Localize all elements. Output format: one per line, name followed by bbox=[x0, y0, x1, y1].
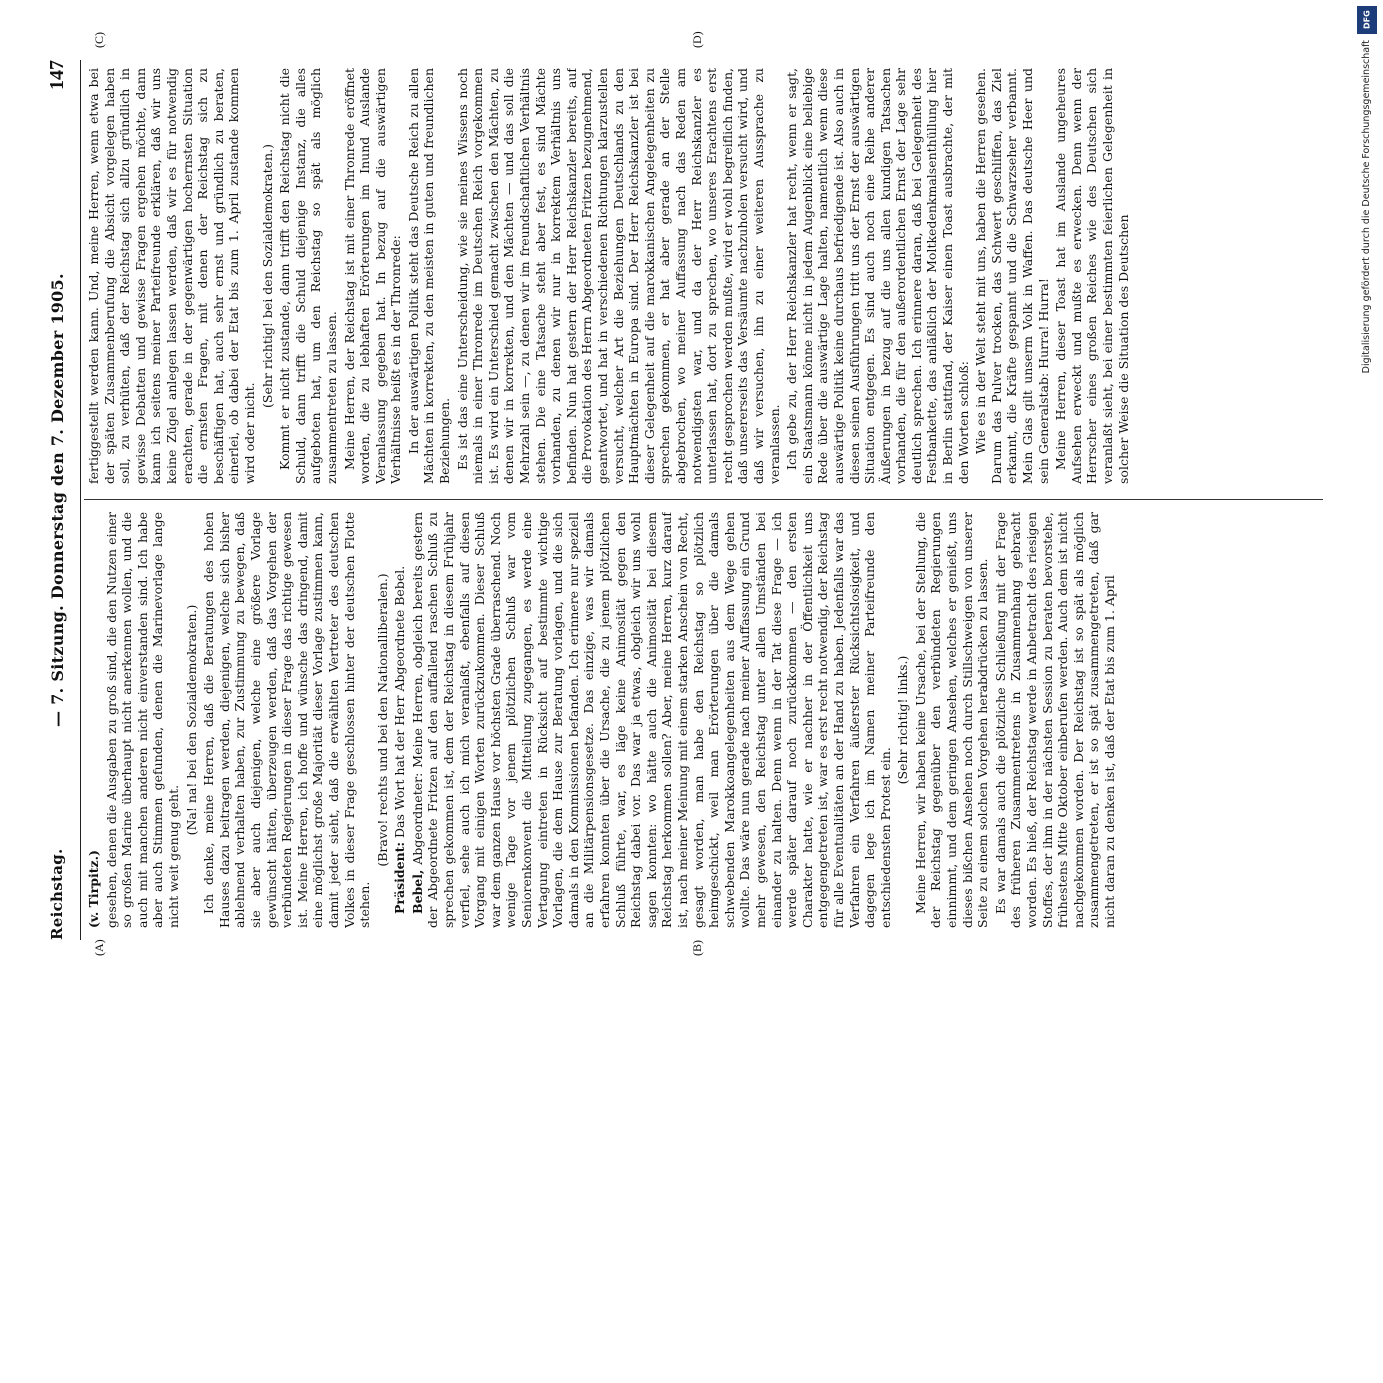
margin-mark-c: (C) bbox=[92, 32, 106, 48]
margin-mark-d: (D) bbox=[690, 31, 704, 48]
speech-text: Abgeordneter: Meine Herren, obgleich bereits gestern der Abgeordnete Fritzen auf den auffallend raschen Schluß zu sprechen gekommen ist, dem der Reichstag in diesem Frühjahr verfiel, sehe auch ich mich veranlaßt, ebenfalls auf diesen Vorgang mit einigen Worten zurückzukommen. Dieser Schluß war dem ganzen Hause vor höchsten Grade überraschend. Noch wenige Tage vor jenem plötzlichen Schluß war vom Seniorenkonvent die Mitteilung zugegangen, es werde eine Vertagung eintreten in Rücksicht auf bestimmte wichtige Vorlagen, die dem Hause zur Beratung vorlagen, und die sich damals in den Kommissionen befanden. Ich erinnere nur speziell an die Militärpensionsgesetze. Das einzige, was wir damals erfahren konnten über die Ursache, die zu jenem plötzlichen Schluß führte, war, es läge keine Animosität gegen den Reichstag dabei vor. Das war ja etwas, obgleich wir uns wohl sagen konnten: wo hätte auch die Animosität bei diesem Reichstag herkommen sollen? Aber, meine Herren, kurz darauf ist, nach meiner Meinung mit einem starken Anschein von Recht, gesagt worden, man habe den Reichstag so plötzlich heimgeschickt, weil man Erörterungen über die damals schwebenden Marokkoangelegenheiten aus dem Wege gehen wollte. Das wäre nun gerade nach meiner Auffassung ein Grund mehr gewesen, den Reichstag unter allen Umständen bei einander zu halten. Denn wenn in der Tat diese Frage — ich werde später darauf noch zurückkommen — den ersten Charakter hatte, wie er nachher in der Öffentlichkeit uns entgegengetreten ist, war es erst recht notwendig, der Reichstag für alle Eventualitäten an der Hand zu haben. Jedenfalls war das Verfahren ein Verfahren äußerster Rücksichtslosigkeit, und dagegen lege ich im Namen meiner Parteifreunde den entschiedensten Protest ein. bbox=[409, 512, 893, 928]
header-center: — 7. Sitzung. Donnerstag den 7. Dezember 1905. bbox=[48, 273, 67, 727]
paragraph: Es ist das eine Unterscheidung, wie sie meines Wissens noch niemals in einer Thronrede im Deutschen Reich vorgekommen ist. Es wird ein Unterschied gemacht zwischen den Mächten, zu denen wir in korrekten, und den Mächten — und das soll die Mehrzahl sein —, zu denen wir im freundschaftlichen Verhältnis stehen. Die eine Tatsache steht aber fest, es sind Mächte vorhanden, zu denen wir nur in korrektem Verhältnis uns befinden. Nun hat gestern der Herr Reichskanzler bereits, auf die Provokation des Herrn Abgeordneten Fritzen bezugnehmend, geantwortet, und hat in verschiedenen Richtungen klarzustellen versucht, welcher Art die Beziehungen Deutschlands zu den Hauptmächten in Europa sind. Der Herr Reichskanzler ist bei dieser Gelegenheit auf die marokkanischen Angelegenheiten zu sprechen gekommen, er hat aber gerade an der Stelle abgebrochen, wo meiner Auffassung nach das Reden am notwendigsten war, und da der Herr Reichskanzler es unterlassen hat, dort zu sprechen, wo unseres Erachtens erst recht gesprochen werden mußte, wird er wohl begreiflich finden, daß unsererseits das Versäumte nachzuholen versucht wird, und daß wir versuchen, ihn zu einer weiteren Aussprache zu veranlassen. bbox=[454, 68, 782, 484]
paragraph: Ich gebe zu, der Herr Reichskanzler hat recht, wenn er sagt, ein Staatsmann könne nicht in jedem Augenblick eine beliebige Rede über die auswärtige Lage halten, namentlich wenn diese auswärtige Politik keine durchaus befriedigende ist. Also auch in diesen seinen Ausführungen tritt uns der Ernst der auswärtigen Situation entgegen. Es sind auch noch eine Reihe anderer Äußerungen in bezug auf die uns allen kundigen Tatsachen vorhanden, die für den außerordentlichen Ernst der Lage sehr deutlich sprechen. Ich erinnere daran, daß bei Gelegenheit des Festbankette, das anläßlich der Moltkedenkmalsenthüllung hier in Berlin stattfand, der Kaiser einen Toast ausbrachte, der mit den Worten schloß: bbox=[784, 68, 971, 484]
digitization-banner bbox=[1355, 0, 1383, 1000]
page-header bbox=[48, 60, 76, 940]
margin-mark-b: (B) bbox=[690, 940, 704, 956]
dfg-logo: DFG bbox=[1357, 6, 1377, 34]
paragraph: Meine Herren, wir haben keine Ursache, bei der Stellung, die der Reichstag gegenüber den verbündeten Regierungen einnimmt, und dem geringen Ansehen, welches er genießt, uns dieses bißchen Ansehen noch durch Stillschweigen von unserer Seite zu einem solchen Vorgehen herabdrücken zu lassen. bbox=[912, 512, 991, 928]
right-column bbox=[86, 68, 1336, 484]
paragraph bbox=[410, 512, 893, 928]
speech-text: Das Wort hat der Herr Abgeordnete Bebel. bbox=[392, 565, 408, 838]
interjection: (Na! na! bei den Sozialdemokraten.) bbox=[183, 604, 199, 836]
paragraph: Meine Herren, der Reichstag ist mit einer Thronrede eröffnet worden, die zu lebhaften Erörterungen im Inund Auslande Veranlassung gegeben hat. In bezug auf die auswärtigen Verhältnisse heißt es in der Thronrede: bbox=[341, 68, 404, 484]
quotation: Wie es in der Welt steht mit uns, haben die Herren gesehen. Darum das Pulver trocken, das Schwert geschliffen, das Ziel erkannt, die Kräfte gespannt und die Schwarzseher verbannt. Mein Glas gilt unserm Volk in Waffen. Das deutsche Heer und sein Generalstab: Hurra! Hurra! bbox=[973, 68, 1051, 484]
speaker-tag: (v. Tirpitz.) bbox=[86, 850, 101, 928]
paragraph: Es war damals auch die plötzliche Schließung mit der Frage des früheren Zusammentretens in Zusammenhang gebracht worden. Es hieß, der Reichstag werde in Anbetracht des riesigen Stoffes, der ihm in der nächsten Session zu beraten bevorstehe, frühestens Mitte Oktober einberufen werden. Auch dem ist nicht nachgekommen worden. Der Reichstag ist so spät als möglich zusammengetreten, er ist so spät zusammengetreten, daß gar nicht daran zu denken ist, daß der Etat bis zum 1. April bbox=[992, 512, 1117, 928]
paragraph: fertiggestellt werden kann. Und, meine Herren, wenn etwa bei der späten Zusammenberufung die Absicht vorgelegen haben soll, zu verhüten, daß der Reichstag sich allzu gründlich in gewisse Debatten und gewisse Fragen ergehen möchte, dann kann ich seitens meiner Parteifreunde erklären, daß wir uns keine Zügel anlegen lassen werden, daß wir es für notwendig erachten, gerade in der gegenwärtigen hochernsten Situation die ernsten Fragen, mit denen der Reichstag sich zu beschäftigen hat, auch sehr ernst und gründlich zu beraten, einerlei, ob dabei der Etat bis zum 1. April zustande kommen wird oder nicht. bbox=[86, 68, 257, 484]
quotation: In der auswärtigen Politik steht das Deutsche Reich zu allen Mächten in korrekten, zu den meisten in guten und freundlichen Beziehungen. bbox=[405, 68, 453, 484]
left-column bbox=[86, 512, 1336, 928]
interjection: (Bravo! rechts und bei den Nationalliberalen.) bbox=[374, 573, 390, 867]
paragraph bbox=[392, 512, 408, 928]
speaker-label: Bebel, bbox=[409, 869, 425, 914]
paragraph: Meine Herren, dieser Toast hat im Auslande ungeheures Aufsehen erweckt und mußte es erwecken. Denn wenn der Herrscher eines großen Reiches wie des Deutschen sich veranlaßt sieht, bei einer bestimmten feierlichen Gelegenheit in solcher Weise die Situation des Deutschen bbox=[1053, 68, 1131, 484]
page-number: 147 bbox=[46, 60, 68, 90]
column-separator bbox=[84, 499, 1323, 500]
paragraph: gesehen, denen die Ausgaben zu groß sind, die den Nutzen einer so großen Marine überhaupt nicht anerkennen wollen, und die auch mit manchen anderen nicht einverstanden sind. Ich habe aber auch Stimmen gefunden, denen die Marinevorlage lange nicht weit genug geht. bbox=[103, 512, 181, 928]
header-rule bbox=[80, 60, 81, 940]
paragraph: Kommt er nicht zustande, dann trifft den Reichstag nicht die Schuld, dann trifft die Schuld diejenige Instanz, die alles aufgeboten hat, um den Reichstag so spät als möglich zusammentreten zu lassen. bbox=[277, 68, 339, 484]
paragraph: Ich denke, meine Herren, daß die Beratungen des hohen Hauses dazu beitragen werden, diejenigen, welche sich bisher ablehnend verhalten haben, zur Zustimmung zu bewegen, daß sie aber auch diejenigen, welche eine größere Vorlage gewünscht hätten, überzeugen werden, daß das Vorgehen der verbündeten Regierungen in dieser Frage das richtige gewesen ist. Meine Herren, ich hoffe und wünsche das dringend, damit eine möglichst große Majorität dieser Vorlage zustimmen kann, damit jeder sieht, daß die erwählten Vertreter des deutschen Volkes in dieser Frage geschlossen hinter der deutschen Flotte stehen. bbox=[201, 512, 373, 928]
margin-mark-a: (A) bbox=[92, 939, 106, 956]
digitization-credit: Digitalisierung gefördert durch die Deutsche Forschungsgemeinschaft bbox=[1361, 40, 1372, 374]
speaker-label: Präsident: bbox=[392, 841, 408, 914]
interjection: (Sehr richtig! links.) bbox=[895, 655, 911, 785]
header-left: Reichstag. bbox=[48, 848, 66, 940]
interjection: (Sehr richtig! bei den Sozialdemokraten.) bbox=[259, 144, 275, 408]
